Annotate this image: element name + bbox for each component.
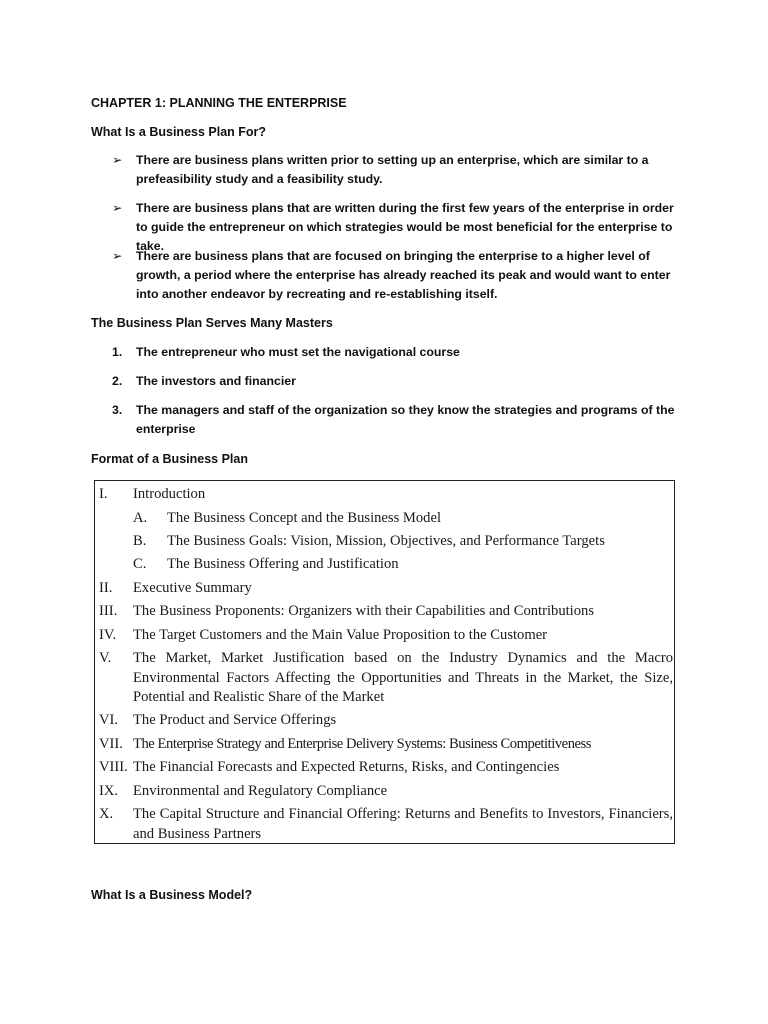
outline-number: B. (133, 533, 147, 549)
business-plan-outline-box (94, 480, 675, 844)
outline-text: Introduction (133, 486, 206, 502)
bullet-item-2: There are business plans that are written during the first few years of the enterprise in order to guide the entrepreneur on which strategies would be most beneficial for the enterprise to take. (136, 201, 674, 253)
chapter-title: CHAPTER 1: PLANNING THE ENTERPRISE (91, 96, 347, 110)
outline-number: VII. (99, 736, 123, 752)
bullet-item-3: There are business plans that are focused on bringing the enterprise to a higher level of growth, a period where the enterprise has already reached its peak and would want to enter into another endeavor by recreating and re-establishing itself. (136, 249, 671, 301)
list-item-1: The entrepreneur who must set the navigational course (136, 345, 460, 359)
outline-text: The Business Offering and Justification (167, 556, 399, 572)
outline-number: C. (133, 556, 147, 572)
outline-number: II. (99, 580, 113, 596)
outline-text: The Target Customers and the Main Value Proposition to the Customer (133, 627, 548, 643)
bullet-item-1: There are business plans written prior to setting up an enterprise, which are similar to a prefeasibility study and a feasibility study. (136, 153, 649, 186)
list-number-1: 1. (112, 345, 123, 359)
outline-number: I. (99, 486, 108, 502)
list-item-3: The managers and staff of the organization so they know the strategies and programs of the enterprise (136, 403, 675, 436)
bullet-arrow-icon: ➢ (112, 201, 123, 215)
section-heading-business-model: What Is a Business Model? (91, 888, 253, 902)
outline-number: A. (133, 510, 148, 526)
outline-number: III. (99, 603, 118, 619)
outline-text: Environmental and Regulatory Compliance (133, 783, 388, 799)
outline-text: The Business Concept and the Business Model (167, 510, 442, 526)
outline-number: IX. (99, 783, 119, 799)
outline-text: The Financial Forecasts and Expected Returns, Risks, and Contingencies (133, 759, 560, 775)
outline-text: Executive Summary (133, 580, 252, 596)
list-number-3: 3. (112, 403, 123, 417)
outline-number: IV. (99, 627, 117, 643)
outline-text: The Business Goals: Vision, Mission, Objectives, and Performance Targets (167, 533, 605, 549)
outline-number: VIII. (99, 759, 128, 775)
list-number-2: 2. (112, 374, 123, 388)
section-heading-business-plan-purpose: What Is a Business Plan For? (91, 125, 267, 139)
section-heading-many-masters: The Business Plan Serves Many Masters (91, 316, 333, 330)
outline-number: V. (99, 650, 112, 666)
outline-text: The Enterprise Strategy and Enterprise Delivery Systems: Business Competitiveness (133, 736, 592, 752)
outline-text: The Product and Service Offerings (133, 712, 337, 728)
list-item-2: The investors and financier (136, 374, 296, 388)
section-heading-format: Format of a Business Plan (91, 452, 248, 466)
outline-text: The Business Proponents: Organizers with their Capabilities and Contributions (133, 603, 594, 619)
outline-number: VI. (99, 712, 119, 728)
outline-text: The Capital Structure and Financial Offering: Returns and Benefits to Investors, Financiers, and Business Partners (133, 806, 673, 842)
outline-number: X. (99, 806, 114, 822)
bullet-arrow-icon: ➢ (112, 153, 123, 167)
bullet-arrow-icon: ➢ (112, 249, 123, 263)
outline-text: The Market, Market Justification based on the Industry Dynamics and the Macro Environmental Factors Affecting the Opportunities and Threats in the Market, the Size, Potential and Realistic Share of the Market (133, 650, 673, 705)
